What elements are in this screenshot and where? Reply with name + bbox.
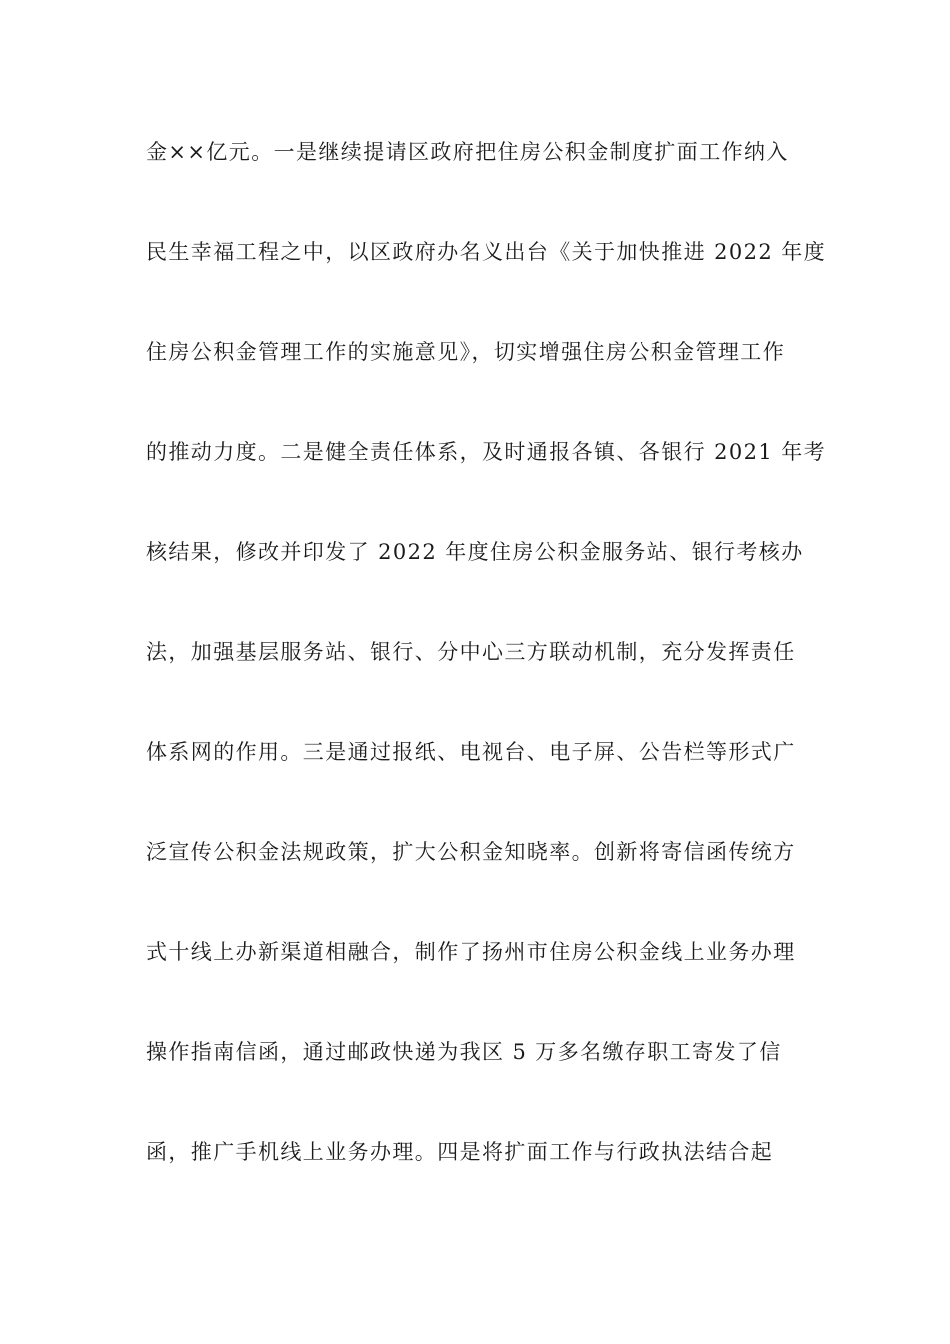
- text-line: 民生幸福工程之中，以区政府办名义出台《关于加快推进 2022 年度: [146, 240, 826, 264]
- text-line: 的推动力度。二是健全责任体系，及时通报各镇、各银行 2021 年考: [146, 440, 826, 464]
- body-paragraph: [146, 134, 826, 1234]
- text-line: 式十线上办新渠道相融合，制作了扬州市住房公积金线上业务办理: [146, 940, 796, 964]
- text-line: 泛宣传公积金法规政策，扩大公积金知晓率。创新将寄信函传统方: [146, 840, 796, 864]
- text-line: 住房公积金管理工作的实施意见》，切实增强住房公积金管理工作: [146, 340, 786, 364]
- text-line: 核结果，修改并印发了 2022 年度住房公积金服务站、银行考核办: [146, 540, 804, 564]
- text-line: 体系网的作用。三是通过报纸、电视台、电子屏、公告栏等形式广: [146, 740, 796, 764]
- text-line: 函，推广手机线上业务办理。四是将扩面工作与行政执法结合起: [146, 1140, 774, 1164]
- text-line: 金××亿元。一是继续提请区政府把住房公积金制度扩面工作纳入: [146, 140, 789, 164]
- text-line: 法，加强基层服务站、银行、分中心三方联动机制，充分发挥责任: [146, 640, 796, 664]
- text-line: 操作指南信函，通过邮政快递为我区 5 万多名缴存职工寄发了信: [146, 1040, 782, 1064]
